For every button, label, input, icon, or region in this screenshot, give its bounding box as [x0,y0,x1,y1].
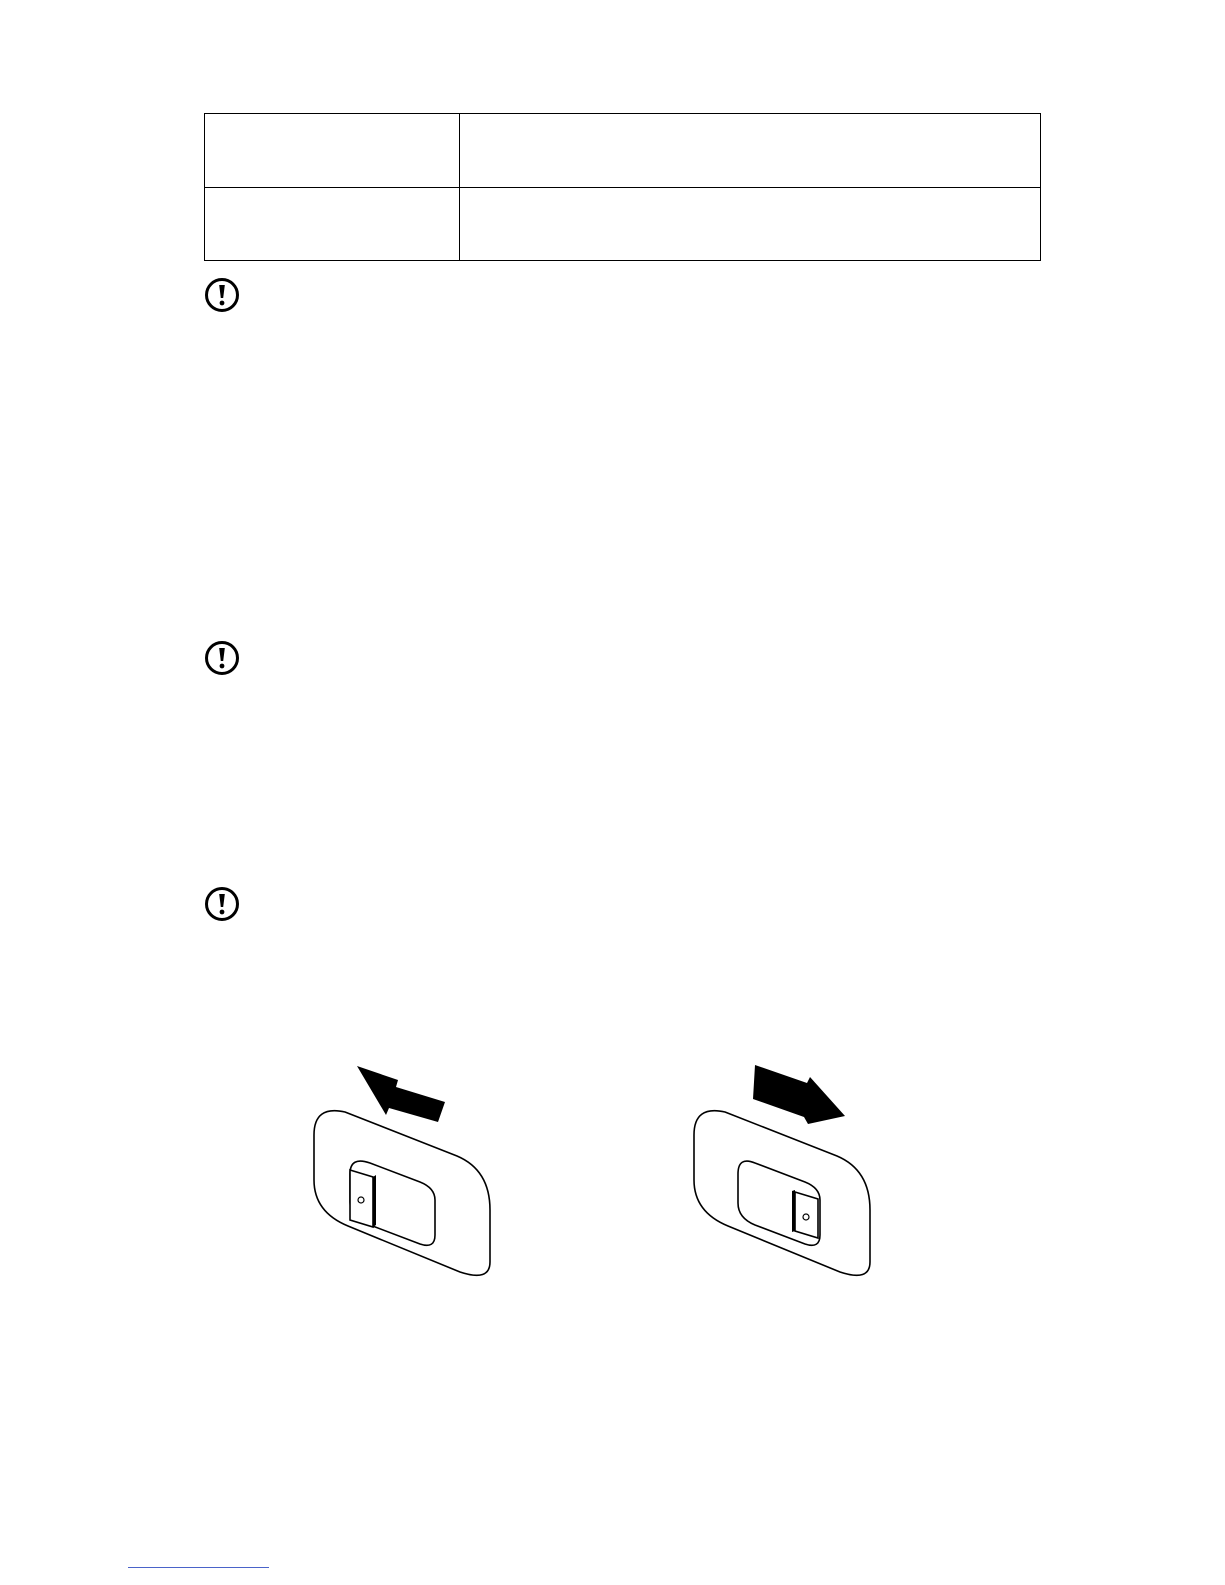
left-arrow-icon [357,1066,445,1122]
left-switch-illustration [314,1066,490,1275]
footer-link-underline[interactable] [128,1567,269,1568]
caution-icon [204,886,240,922]
right-arrow-icon [753,1065,845,1124]
table-cell [205,114,460,188]
right-switch-illustration [694,1065,870,1275]
table-cell [460,114,1041,188]
caution-icon [204,640,240,676]
table-cell [460,187,1041,261]
caution-icon [204,277,240,313]
table-row [205,114,1041,188]
table-cell [205,187,460,261]
info-table [204,113,1041,261]
slide-switch-figure [300,1050,900,1310]
table-row [205,187,1041,261]
